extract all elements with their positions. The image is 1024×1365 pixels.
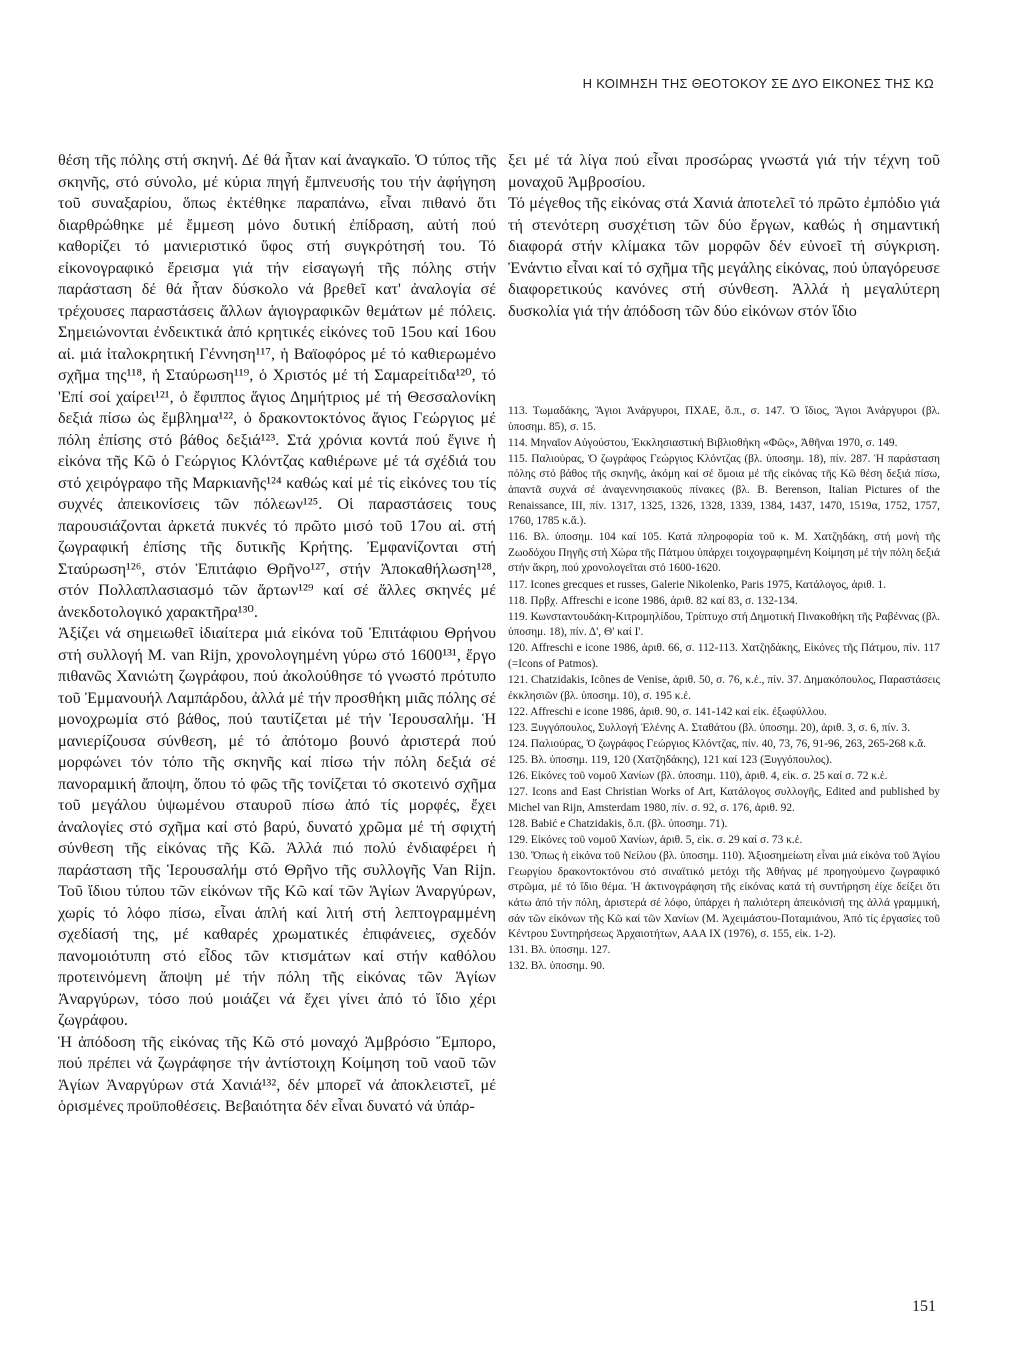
footnote: 114. Μηναῖον Αὐγούστου, Ἐκκλησιαστική Βιβλιοθήκη «Φῶς», Ἀθῆναι 1970, σ. 149. (508, 436, 898, 449)
footnote: 124. Παλιούρας, Ὁ ζωγράφος Γεώργιος Κλόντζας, πίν. 40, 73, 76, 91-96, 263, 265-268 κ.ἄ. (508, 737, 927, 750)
footnote: 129. Εἰκόνες τοῦ νομοῦ Χανίων, ἀριθ. 5, εἰκ. σ. 29 καί σ. 73 κ.ἑ. (508, 834, 803, 847)
footnote: 118. Πρβχ. Affreschi e icone 1986, ἀριθ. 82 καί 83, σ. 132-134. (508, 594, 798, 607)
footnote: 117. Icones grecques et russes, Galerie Nikolenko, Paris 1975, Κατάλογος, ἀριθ. 1. (508, 578, 886, 591)
page-number: 151 (912, 1298, 936, 1315)
footnote: 120. Affreschi e icone 1986, ἀριθ. 66, σ. 112-113. Χατζηδάκης, Εἰκόνες τῆς Πάτμου, πίν. 117 (=Icons of Patmos). (508, 642, 940, 670)
footnote: 115. Παλιούρας, Ὁ ζωγράφος Γεώργιος Κλόντζας (βλ. ὑποσημ. 18), πίν. 287. Ἡ παράσταση πόλης στό βάθος τῆς σκηνῆς, ἀκόμη καί σέ ὅμοια μέ τῆς εἰκόνας τῆς Κῶ θέση δεξιά πίσω, ἀπαντᾶ συχνά σέ ἀναγεννησιακούς πίνακες (βλ. B. Berenson, Italian Pictures of the Renaissance, III, πίν. 1317, 1325, 1326, 1328, 1339, 1384, 1437, 1470, 1519α, 1752, 1757, 1760, 1785 κ.ἄ.). (508, 452, 940, 528)
running-head: Η ΚΟΙΜΗΣΗ ΤΗΣ ΘΕΟΤΟΚΟΥ ΣΕ ΔΥΟ ΕΙΚΟΝΕΣ ΤΗΣ ΚΩ (582, 76, 934, 91)
footnotes (508, 404, 940, 975)
main-text-right-column (508, 150, 940, 322)
footnote: 132. Βλ. ὑποσημ. 90. (508, 960, 605, 973)
footnote: 123. Ξυγγόπουλος, Συλλογή Ἑλένης Α. Σταθάτου (βλ. ὑποσημ. 20), ἀριθ. 3, σ. 6, πίν. 3. (508, 721, 910, 734)
footnote: 128. Babić e Chatzidakis, ὅ.π. (βλ. ὑποσημ. 71). (508, 817, 728, 830)
footnote: 113. Τωμαδάκης, Ἅγιοι Ἀνάργυροι, ΠΧΑΕ, ὅ.π., σ. 147. Ὁ ἴδιος, Ἅγιοι Ἀνάργυροι (βλ. ὑποσημ. 85), σ. 15. (508, 405, 940, 433)
footnote: 116. Βλ. ὑποσημ. 104 καί 105. Κατά πληροφορία τοῦ κ. M. Χατζηδάκη, στή μονή τῆς Ζωοδόχου Πηγῆς στή Χώρα τῆς Πάτμου ὑπάρχει τοιχογραφημένη Κοίμηση μέ τήν πόλη δεξιά στήν ἄκρη, πού χρονολογεῖται στό 1600-1620. (508, 531, 940, 575)
main-text-left-column (58, 150, 496, 1118)
footnote: 122. Affreschi e icone 1986, ἀριθ. 90, σ. 141-142 καί εἰκ. ἐξωφύλλου. (508, 705, 827, 718)
footnote: 121. Chatzidakis, Icônes de Venise, ἀριθ. 50, σ. 76, κ.ἑ., πίν. 37. Δημακόπουλος, Παραστάσεις ἐκκλησιῶν (βλ. ὑποσημ. 10), σ. 195 κ.ἑ. (508, 674, 940, 702)
paragraph: Ἀξίζει νά σημειωθεῖ ἰδιαίτερα μιά εἰκόνα τοῦ Ἐπιτάφιου Θρήνου στή συλλογή M. van Rijn, χρονολογημένη γύρω στό 1600¹³¹, ἔργο πιθανῶς Χανιώτη ζωγράφου, πού ἀκολούθησε τό γνωστό πρότυπο τοῦ Ἐμμανουήλ Λαμπάρδου, ἀλλά μέ τήν προσθήκη μιᾶς πόλης σέ μονοχρωμία στό βάθος, πού ταυτίζεται μέ τήν Ἱερουσαλήμ. Ἡ μανιερίζουσα σύνθεση, μέ τό ἀπότομο βουνό ἀριστερά πού μορφώνει τόν τόπο τῆς σκηνῆς καί πίσω τήν πόλη δεξιά σέ πανοραμική ἄποψη, ὅπου τό φῶς τῆς τονίζεται τό σκοτεινό σχῆμα τοῦ μεγάλου ὑψωμένου σταυροῦ πίσω ἀπό τίς μορφές, ἔχει ἀναλογίες στό σχῆμα καί στό βαρύ, δυνατό χρῶμα μέ τή σφιχτή σύνθεση τῆς εἰκόνας τῆς Κῶ. Ἀλλά πιό πολύ ἐνδιαφέρει ἡ παράσταση τῆς Ἱερουσαλήμ στό Θρῆνο τῆς συλλογῆς Van Rijn. Τοῦ ἴδιου τύπου τῶν εἰκόνων τῆς Κῶ καί τῶν Ἁγίων Ἀναργύρων, χωρίς τό λόφο πίσω, εἶναι ἁπλή καί λιτή στή λεπτογραμμένη σχεδίασή της, μέ καθαρές χρωματικές ἐπιφάνειες, σχεδόν πανομοιότυπη στό εἶδος τῶν κτισμάτων καί στήν καθόλου προτεινόμενη ἄποψη μέ τήν πόλη τῆς εἰκόνας τῶν Ἁγίων Ἀναργύρων, τόσο πού μοιάζει νά ἔχει γίνει ἀπό τό ἴδιο χέρι ζωγράφου. (58, 624, 496, 1029)
footnote: 125. Βλ. ὑποσημ. 119, 120 (Χατζηδάκης), 121 καί 123 (Ξυγγόπουλος). (508, 754, 833, 767)
footnote: 127. Icons and East Christian Works of Art, Κατάλογος συλλογῆς, Edited and published by Michel van Rijn, Amsterdam 1980, πίν. σ. 92, σ. 176, ἀριθ. 92. (508, 786, 940, 814)
footnote: 131. Βλ. ὑποσημ. 127. (508, 944, 611, 957)
paragraph: θέση τῆς πόλης στή σκηνή. Δέ θά ἦταν καί ἀναγκαῖο. Ὁ τύπος τῆς σκηνῆς, στό σύνολο, μέ κύρια πηγή ἔμπνευσής του τήν ἀφήγηση τοῦ συναξαρίου, ὅπως ἐκτέθηκε παραπάνω, εἶναι πιθανό ὅτι διαρθρώθηκε μέ ἔμμεση μόνο δυτική ἐπίδραση, αὐτή πού καθορίζει τό μανιεριστικό ὕφος στή συγκρότησή του. Τό εἰκονογραφικό ἔρεισμα γιά τήν εἰσαγωγή τῆς πόλης στήν παράσταση δέ θά ἦταν δύσκολο νά βρεθεῖ κατ' ἀναλογία σέ τρέχουσες παραστάσεις ἄλλων ἁγιογραφικῶν θεμάτων μέ πόλεις. Σημειώνονται ἐνδεικτικά ἀπό κρητικές εἰκόνες τοῦ 15ου καί 16ου αἰ. μιά ἰταλοκρητική Γέννηση¹¹⁷, ἡ Βαϊοφόρος μέ τό καθιερωμένο σχῆμα της¹¹⁸, ἡ Σταύρωση¹¹⁹, ὁ Χριστός μέ τή Σαμαρείτιδα¹²⁰, τό 'Επί σοί χαίρει¹²¹, ὁ ἔφιππος ἅγιος Δημήτριος μέ τή Θεσσαλονίκη δεξιά πίσω ὡς ἔμβλημα¹²², ὁ δρακοντοκτόνος ἅγιος Γεώργιος μέ πόλη ἐπίσης στό βάθος δεξιά¹²³. Στά χρόνια κοντά πού ἔγινε ἡ εἰκόνα τῆς Κῶ ὁ Γεώργιος Κλόντζας καθιέρωνε μέ τά σχέδιά του στό χειρόγραφο τῆς Μαρκιανῆς¹²⁴ καθώς καί μέ τίς εἰκόνες του τίς συχνές ἀπεικονίσεις τῶν πόλεων¹²⁵. Οἱ παραστάσεις τους παρουσιάζονται ἀρκετά πυκνές τό πρῶτο μισό τοῦ 17ου αἰ. στή ζωγραφική ἐπίσης τῆς δυτικῆς Κρήτης. Ἐμφανίζονται στή Σταύρωση¹²⁶, στόν Ἐπιτάφιο Θρῆνο¹²⁷, στήν Ἀποκαθήλωση¹²⁸, στόν Πολλαπλασιασμό τῶν ἄρτων¹²⁹ καί σέ ἄλλες σκηνές μέ ἀνεκδοτολογικό χαρακτῆρα¹³⁰. (58, 151, 496, 621)
paragraph: Ἡ ἀπόδοση τῆς εἰκόνας τῆς Κῶ στό μοναχό Ἀμβρόσιο Ἔμπορο, πού πρέπει νά ζωγράφησε τήν ἀντίστοιχη Κοίμηση τοῦ ναοῦ τῶν Ἁγίων Ἀναργύρων στά Χανιά¹³², δέν μπορεῖ νά ἀποκλειστεῖ, μέ ὁρισμένες προϋποθέσεις. Βεβαιότητα δέν εἶναι δυνατό νά ὑπάρ- (58, 1032, 496, 1115)
paragraph: Τό μέγεθος τῆς εἰκόνας στά Χανιά ἀποτελεῖ τό πρῶτο ἐμπόδιο γιά τή στενότερη συσχέτιση τῶν δύο ἔργων, καθώς ἡ σημαντική διαφορά στήν κλίμακα τῶν μορφῶν δέν εὐνοεῖ τή σύγκριση. Ἐνάντιο εἶναι καί τό σχῆμα τῆς μεγάλης εἰκόνας, πού ὑπαγόρευσε διαφορετικούς κανόνες στή σύνθεση. Ἀλλά ἡ μεγαλύτερη δυσκολία γιά τήν ἀπόδοση τῶν δύο εἰκόνων στόν ἴδιο (508, 194, 940, 320)
paragraph: ξει μέ τά λίγα πού εἶναι προσώρας γνωστά γιά τήν τέχνη τοῦ μοναχοῦ Ἀμβροσίου. (508, 151, 940, 191)
footnote: 126. Εἰκόνες τοῦ νομοῦ Χανίων (βλ. ὑποσημ. 110), ἀριθ. 4, εἰκ. σ. 25 καί σ. 72 κ.ἑ. (508, 770, 888, 783)
footnote: 119. Κωνσταντουδάκη-Κιτρομηλίδου, Τρίπτυχο στή Δημοτική Πινακοθήκη τῆς Ραβέννας (βλ. ὑποσημ. 18), πίν. Δ', Θ' καί Ι'. (508, 610, 940, 639)
footnote: 130. Ὅπως ἡ εἰκόνα τοῦ Νείλου (βλ. ὑποσημ. 110). Ἀξιοσημείωτη εἶναι μιά εἰκόνα τοῦ Ἁγίου Γεωργίου δρακοντοκτόνου στό σιναϊτικό μετόχι τῆς Ἀθήνας μέ προηγούμενο ζωγραφικό στρῶμα, μέ τό ἴδιο θέμα. Ἡ ἀκτινογράφηση τῆς εἰκόνας κατά τή συντήρηση ἐίχε δείξει ὅτι κάτω ἀπό τήν πόλη, ἀριστερά σέ λόφο, ὑπάρχει ἡ παλιότερη ἀπεικόνισή της ἀλλά γραμμική, σάν τῶν εἰκόνων τῆς Κῶ καί τῶν Χανίων (M. Ἀχειμάστου-Ποταμιάνου, Ἀπό τίς ἐργασίες τοῦ Κέντρου Συντηρήσεως Ἀρχαιοτήτων, ΑΑΑ IX (1976), σ. 155, εἰκ. 1-2). (508, 850, 940, 941)
